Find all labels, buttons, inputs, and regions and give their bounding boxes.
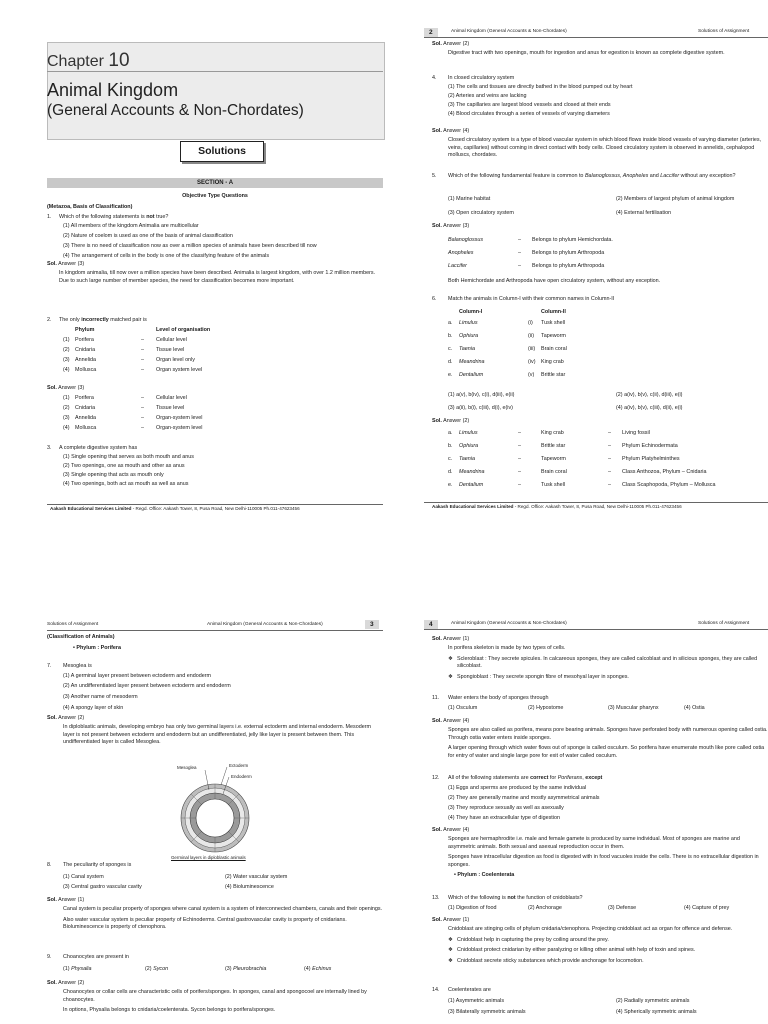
solution-5: Sol. Answer (3) Balanoglossus – Belongs to phylum Hemichordata. Anopheles – Belongs to phylum Arthropoda Laccifer – Belongs to phylum Arthropoda Both Hemichordate and Arthropoda have open circulatory system, without any exception. (432, 223, 661, 284)
page-subtitle: (General Accounts & Non-Chordates) (47, 102, 304, 119)
figure-caption: Germinal layers in diploblastic animals (171, 855, 246, 860)
option: (2) Nature of coelom is used as one of the basis of animal classification (63, 233, 233, 239)
solution-4: Sol. Answer (4) Closed circulatory system is a type of blood vascular system in which blood flows inside blood vessels of varying diameter (arteries, veins, capillaries) without coming in direct contact with body cells. Closed circulatory system is observed in annelids, cephalopod molluscs, chordates. (432, 128, 762, 159)
page-number: 3 (365, 620, 379, 629)
solution-3: Sol. Answer (2) Digestive tract with two openings, mouth for ingestion and anus for egestion is known as complete digestive system. (432, 41, 725, 56)
page-header: Solutions of Assignment Animal Kingdom (General Accounts & Non-Chordates) 3 (47, 620, 383, 628)
page-4 (424, 620, 768, 1024)
question-6: 6. Match the animals in Column-I with their common names in Column-II Column-I Column-II a. Limulus (i) Tusk shell b. Ophiura (ii) Tapeworm c. Taenia (iii) Brain coral d. Meandrina (iv) King crab e. Dentalium (v) Brittle star (1) a(v), b(iv), c(i), d(iii), e(ii) (2) a(iv), b(v), c(ii), d(iii), e(i) (3) a(ii), b(i), c(iii), d(i), e(iv) (4) a(iv), b(v), c(iii), d(ii), e(i) (432, 296, 683, 411)
chapter-label: Chapter (47, 53, 104, 70)
question-14: 14. Coelenterates are (1) Asymmetric animals (2) Radially symmetric animals (3) Bilaterally symmetric animals (4) Spherically symmetric animals (432, 987, 697, 1015)
question-3: 3. A complete digestive system has (1) Single opening that serves as both mouth and anus (2) Two openings, one as mouth and other as anus (3) Single opening that acts as mouth only (4) Two openings, both act as mouth as well as anus (47, 445, 194, 487)
question-1: 1. Which of the following statements is not true? (1) All members of the kingdom Animalia are multicellular (2) Nature of coelom is used as one of the basis of animal classification (3) There is no need of classification now as over a million species of animals have been described till now (4) The arrangement of cells in the body is one of the classifying feature of the animals (47, 214, 383, 274)
solution-text: In kingdom animalia, till now over a million species have been described. Animalia is largest kingdom, with over 1.2 million members. Due to such large number of member species, the need for classification becomes more important. (59, 270, 376, 284)
section-bar (47, 178, 383, 188)
solution-2: Sol. Answer (3) (1) Porifera – Cellular level (2) Cnidaria – Tissue level (3) Annelida – Organ-system level (4) Mollusca – Organ-system level (47, 385, 203, 431)
question-11: 11. Water enters the body of sponges through (1) Osculum (2) Hypostome (3) Muscular pharynx (4) Ostia (432, 695, 705, 711)
question-5: 5. Which of the following fundamental feature is common to Balanoglossus, Anopheles and Laccifer without any exception? (1) Marine habitat (2) Members of largest phylum of animal kingdom (3) Open circulatory system (4) External fertilisation (432, 173, 736, 216)
option: (4) The arrangement of cells in the body is one of the classifying feature of the animals (63, 253, 270, 259)
page-number: 4 (424, 620, 438, 629)
subhead: (Metazoa, Basis of Classification) (47, 204, 133, 210)
solution-11: Sol. Answer (4) Sponges are also called as porifera, means pore bearing animals. Sponges have perforated body with numerous opening called ostia. Through ostia water enters inside sponges. A larger opening through which water flows out of sponge is called osculum. So porifera have enumerate mouth like pore called ostia for entry of water and single large pore for exit of water called osculum. (432, 718, 768, 760)
solution-1: Sol. Answer (3) In kingdom animalia, till now over a million species have been described. Animalia is largest kingdom, with over 1.2 million members. Due to such large number of member species, the need for classification becomes more important. (47, 261, 383, 285)
section-label: SECTION - A (196, 180, 234, 186)
solutions-box (180, 141, 264, 162)
germinal-layers-figure (165, 763, 275, 863)
endoderm-label: Endoderm (231, 774, 252, 779)
option: (3) There is no need of classification now as over a million species of animals have been described till now (63, 243, 317, 249)
page-2 (424, 28, 768, 508)
question-8: 8. The peculiarity of sponges is (1) Canal system (2) Water vascular system (3) Central gastro vascular cavity (4) Bioluminescence (47, 862, 288, 890)
solution-7: Sol. Answer (2) In diploblastic animals, developing embryo has only two germinal layers i.e. external ectoderm and internal endoderm. Mesoderm layer is not present between ectoderm and endoderm but an undifferentiated, jelly like layer is present between them. This undifferentiated layer is called Mesoglea. (47, 715, 372, 746)
page-3: Solutions of Assignment Animal Kingdom (General Accounts & Non-Chordates) 3 (Classification of Animals) • Phylum : Porifera 7. Mesoglea is (1) A germinal layer present between ectoderm and endoderm (2) An undifferentiated layer present between ectoderm and endoderm (3) Another name of mesoderm (4) A spongy layer of skin Sol. Answer (2) In diploblastic animals, developing embryo has only two germinal layers i.e. external ectoderm and internal endoderm. Mesoderm layer is not present between ectoderm and endoderm but an undifferentiated, jelly like layer is present between them. This undifferentiated layer is called Mesoglea. Mesoglea Ectoderm Endoderm Germinal layers in diploblastic animals 8. The peculiarity of sponges is (1) Canal system (2) Water vascular system (3) Central gastro vascular cavity (4) Bioluminescence Sol. Answer (1) Canal system is peculiar property of sponges where canal system is a system of interconnected chambers, canals and their openings. Also water vascular system is peculiar property of Echinoderms. Central gastrovascular cavity is property of cnidarians. Bioluminescence is property of ctenophora. 9. Choanocytes are present in (1) Physalia (2) Sycon (3) Pleurobrachia (4) Echinus Sol. Answer (2) Choanocytes or collar cells are characteristic cells of porifers/sponges. In sponges, canal and spongocoel are internally lined by choanocytes. In options, Physalia belongs to cnidaria/coelenterata. Sycon belongs to porifera/sponges. (47, 621, 383, 1014)
chapter-number: 10 (108, 50, 130, 71)
page-footer: Aakash Educational Services Limited - Regd. Office: Aakash Tower, 8, Pusa Road, New Delhi-110005 Ph.011-47623456 (432, 504, 682, 509)
question-2: 2. The only incorrectly matched pair is Phylum Level of organisation (1) Porifera – Cellular level (2) Cnidaria – Tissue level (3) Annelida – Organ level only (4) Mollusca – Organ system level (47, 317, 211, 373)
question-13: 13. Which of the following is not the function of cnidoblasts? (1) Digestion of food (2) Anchorage (3) Defense (4) Capture of prey (432, 895, 730, 911)
page-title: Animal Kingdom (47, 80, 179, 100)
page-footer: Aakash Educational Services Limited - Regd. Office: Aakash Tower, 8, Pusa Road, New Delhi-110005 Ph.011-47623456 (50, 506, 300, 511)
solution-12: Sol. Answer (4) Sponges are hermaphrodite i.e. male and female gamete is produced by same individual. Most of sponges are marine and asymmetric animals. Both sexual and asexual reproduction occur in them. Sponges have intracellular digestion as food is digested with in food vacuoles inside the cells. There is no extracellular digestion in sponges. • Phylum : Coelenterata (432, 827, 759, 878)
solution-8: Sol. Answer (1) Canal system is peculiar property of sponges where canal system is a system of interconnected chambers, canals and their openings. Also water vascular system is peculiar property of Echinoderms. Central gastrovascular cavity is property of cnidarians. Bioluminescence is property of ctenophora. (47, 897, 383, 931)
solution-13: Sol. Answer (1) Cnidoblast are stinging cells of phylum cnidaria/ctenophora. Projecting cnidoblast act as organ for offence and defense. ❖ Cnidoblast help in capturing the prey by coiling around the prey. ❖ Cnidoblast protect cnidarian by either paralyzing or killing other animal with help of toxin and spines. ❖ Cnidoblast secrete sticky substances which provide anchorage for locomotion. (432, 917, 733, 965)
question-4: 4. In closed circulatory system (1) The cells and tissues are directly bathed in the blood pumped out by heart (2) Arteries and veins are lacking (3) The capillaries are largest blood vessels and closed at their ends (4) Blood circulates through a series of vessels of varying diameters (432, 75, 633, 117)
section-subtitle: Objective Type Questions (182, 193, 248, 199)
ectoderm-label: Ectoderm (229, 763, 249, 768)
solutions-label: Solutions (198, 145, 246, 157)
solution-9: Sol. Answer (2) Choanocytes or collar cells are characteristic cells of porifers/sponges. In sponges, canal and spongocoel are internally lined by choanocytes. In options, Physalia belongs to cnidaria/coelenterata. Sycon belongs to porifera/sponges. (47, 980, 367, 1014)
question-9: 9. Choanocytes are present in (1) Physalia (2) Sycon (3) Pleurobrachia (4) Echinus (47, 954, 332, 972)
question-7: 7. Mesoglea is (1) A germinal layer present between ectoderm and endoderm (2) An undifferentiated layer present between ectoderm and endoderm (3) Another name of mesoderm (4) A spongy layer of skin (47, 663, 231, 711)
page-header: 4 Animal Kingdom (General Accounts & Non-Chordates) Solutions of Assignment (424, 620, 768, 628)
page-number: 2 (424, 28, 438, 37)
page-header: 2 Animal Kingdom (General Accounts & Non-Chordates) Solutions of Assignment (424, 28, 768, 36)
solution-6: Sol. Answer (2) a. Limulus – King crab – Living fossil b. Ophiura – Brittle star – Phylum Echinodermata c. Taenia – Tapeworm – Phylum Platyhelminthes d. Meandrina – Brain coral – Class Anthozoa, Phylum – Cnidaria e. Dentalium – Tusk shell – Class Scaphopoda, Phylum – Mollusca (432, 418, 716, 488)
mesoglea-label: Mesoglea (177, 765, 197, 770)
chapter-title (47, 48, 130, 75)
solution-10: Sol. Answer (1) In porifera skeleton is made by two types of cells. ❖ Scleroblast : They secrete spicules. In calcareous sponges, they are called calcoblast and in silicious sponges, they are called silicoblast. ❖ Spongioblast : They secrete spongin fibre of mesohyal layer in sponges. (432, 636, 758, 681)
page-1 (30, 30, 376, 511)
question-12: 12. All of the following statements are correct for Poriferans, except (1) Eggs and sperms are produced by the same individual (2) They are generally marine and mostly asymmetrical animals (3) They reproduce sexually as well as asexually (4) They have an extracellular type of digestion (432, 775, 603, 821)
option: (1) All members of the kingdom Animalia are multicellular (63, 223, 199, 229)
